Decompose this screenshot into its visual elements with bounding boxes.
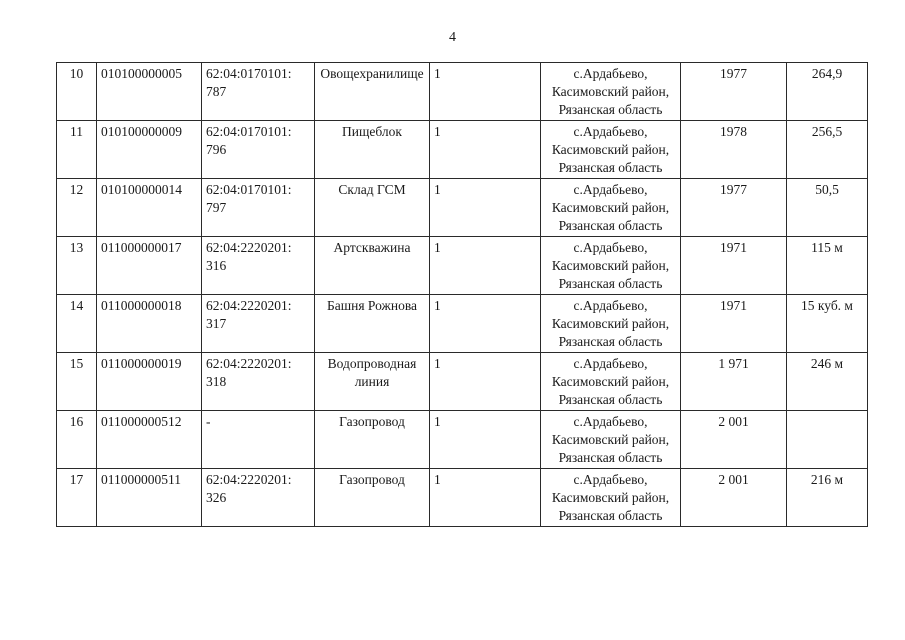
- object-name-line: линия: [354, 374, 390, 389]
- inventory-number-cell: 010100000005: [97, 63, 202, 121]
- cadastral-number-line: 62:04:2220201:: [206, 298, 292, 313]
- address-line: Рязанская область: [558, 334, 663, 349]
- row-number-cell: 11: [57, 121, 97, 179]
- address-line: с.Ардабьево,: [573, 182, 648, 197]
- cadastral-number-line: 326: [206, 490, 227, 505]
- inventory-number-cell: 011000000512: [97, 411, 202, 469]
- object-name-line: Артскважина: [333, 240, 411, 255]
- quantity-cell: 1: [430, 179, 541, 237]
- table-row: [57, 237, 868, 295]
- year-cell: 1971: [681, 295, 787, 353]
- property-registry-table: [56, 62, 868, 527]
- address-line: Касимовский район,: [551, 142, 670, 157]
- object-name-line: Склад ГСМ: [338, 182, 406, 197]
- inventory-number-cell: 010100000009: [97, 121, 202, 179]
- address-line: с.Ардабьево,: [573, 66, 648, 81]
- address-cell: [541, 353, 681, 411]
- cadastral-number-cell: [202, 469, 315, 527]
- cadastral-number-line: 62:04:0170101:: [206, 182, 292, 197]
- cadastral-number-cell: [202, 121, 315, 179]
- address-line: Рязанская область: [558, 276, 663, 291]
- address-line: Касимовский район,: [551, 258, 670, 273]
- row-number-cell: 13: [57, 237, 97, 295]
- size-cell: 15 куб. м: [787, 295, 868, 353]
- address-line: с.Ардабьево,: [573, 472, 648, 487]
- address-line: с.Ардабьево,: [573, 356, 648, 371]
- row-number-cell: 17: [57, 469, 97, 527]
- object-name-cell: [315, 179, 430, 237]
- cadastral-number-line: 62:04:0170101:: [206, 124, 292, 139]
- address-line: Касимовский район,: [551, 200, 670, 215]
- address-line: с.Ардабьево,: [573, 414, 648, 429]
- address-line: Рязанская область: [558, 450, 663, 465]
- size-cell: 256,5: [787, 121, 868, 179]
- inventory-number-cell: 010100000014: [97, 179, 202, 237]
- year-cell: 1 971: [681, 353, 787, 411]
- object-name-line: Газопровод: [339, 472, 405, 487]
- table-row: [57, 121, 868, 179]
- year-cell: 1971: [681, 237, 787, 295]
- size-cell: 50,5: [787, 179, 868, 237]
- cadastral-number-cell: [202, 353, 315, 411]
- cadastral-number-cell: [202, 63, 315, 121]
- table-row: [57, 411, 868, 469]
- row-number-cell: 15: [57, 353, 97, 411]
- address-line: Касимовский район,: [551, 490, 670, 505]
- address-line: с.Ардабьево,: [573, 298, 648, 313]
- address-line: с.Ардабьево,: [573, 240, 648, 255]
- address-cell: [541, 469, 681, 527]
- object-name-cell: [315, 411, 430, 469]
- year-cell: 2 001: [681, 469, 787, 527]
- table-body: [57, 63, 868, 527]
- size-cell: [787, 411, 868, 469]
- address-line: Рязанская область: [558, 218, 663, 233]
- cadastral-number-line: -: [206, 414, 211, 429]
- size-cell: 264,9: [787, 63, 868, 121]
- year-cell: 2 001: [681, 411, 787, 469]
- object-name-line: Пищеблок: [342, 124, 402, 139]
- size-cell: 246 м: [787, 353, 868, 411]
- inventory-number-cell: 011000000019: [97, 353, 202, 411]
- object-name-line: Газопровод: [339, 414, 405, 429]
- table-row: [57, 179, 868, 237]
- table-row: [57, 295, 868, 353]
- object-name-cell: [315, 469, 430, 527]
- address-cell: [541, 179, 681, 237]
- address-cell: [541, 121, 681, 179]
- cadastral-number-cell: [202, 179, 315, 237]
- page-number: 4: [449, 30, 456, 45]
- table-row: [57, 353, 868, 411]
- quantity-cell: 1: [430, 469, 541, 527]
- cadastral-number-line: 62:04:2220201:: [206, 472, 292, 487]
- object-name-cell: [315, 295, 430, 353]
- address-line: Касимовский район,: [551, 84, 670, 99]
- size-cell: 115 м: [787, 237, 868, 295]
- quantity-cell: 1: [430, 353, 541, 411]
- quantity-cell: 1: [430, 63, 541, 121]
- year-cell: 1978: [681, 121, 787, 179]
- row-number-cell: 14: [57, 295, 97, 353]
- year-cell: 1977: [681, 63, 787, 121]
- quantity-cell: 1: [430, 411, 541, 469]
- inventory-number-cell: 011000000017: [97, 237, 202, 295]
- cadastral-number-line: 797: [206, 200, 227, 215]
- row-number-cell: 12: [57, 179, 97, 237]
- table-row: [57, 469, 868, 527]
- size-cell: 216 м: [787, 469, 868, 527]
- object-name-cell: [315, 237, 430, 295]
- object-name-cell: [315, 121, 430, 179]
- object-name-line: Водопроводная: [327, 356, 417, 371]
- cadastral-number-line: 317: [206, 316, 227, 331]
- cadastral-number-cell: [202, 411, 315, 469]
- address-cell: [541, 237, 681, 295]
- year-cell: 1977: [681, 179, 787, 237]
- object-name-cell: [315, 353, 430, 411]
- cadastral-number-line: 316: [206, 258, 227, 273]
- cadastral-number-line: 62:04:2220201:: [206, 356, 292, 371]
- address-line: Рязанская область: [558, 160, 663, 175]
- cadastral-number-line: 318: [206, 374, 227, 389]
- object-name-line: Овощехранилище: [320, 66, 424, 81]
- object-name-cell: [315, 63, 430, 121]
- address-line: Касимовский район,: [551, 432, 670, 447]
- address-line: Касимовский район,: [551, 374, 670, 389]
- address-line: с.Ардабьево,: [573, 124, 648, 139]
- row-number-cell: 16: [57, 411, 97, 469]
- cadastral-number-cell: [202, 237, 315, 295]
- inventory-number-cell: 011000000511: [97, 469, 202, 527]
- cadastral-number-line: 62:04:2220201:: [206, 240, 292, 255]
- quantity-cell: 1: [430, 121, 541, 179]
- address-cell: [541, 295, 681, 353]
- quantity-cell: 1: [430, 295, 541, 353]
- object-name-line: Башня Рожнова: [326, 298, 418, 313]
- quantity-cell: 1: [430, 237, 541, 295]
- cadastral-number-line: 62:04:0170101:: [206, 66, 292, 81]
- cadastral-number-cell: [202, 295, 315, 353]
- address-line: Рязанская область: [558, 392, 663, 407]
- address-cell: [541, 63, 681, 121]
- row-number-cell: 10: [57, 63, 97, 121]
- address-line: Рязанская область: [558, 508, 663, 523]
- cadastral-number-line: 787: [206, 84, 227, 99]
- address-line: Касимовский район,: [551, 316, 670, 331]
- address-cell: [541, 411, 681, 469]
- cadastral-number-line: 796: [206, 142, 227, 157]
- address-line: Рязанская область: [558, 102, 663, 117]
- inventory-number-cell: 011000000018: [97, 295, 202, 353]
- table-row: [57, 63, 868, 121]
